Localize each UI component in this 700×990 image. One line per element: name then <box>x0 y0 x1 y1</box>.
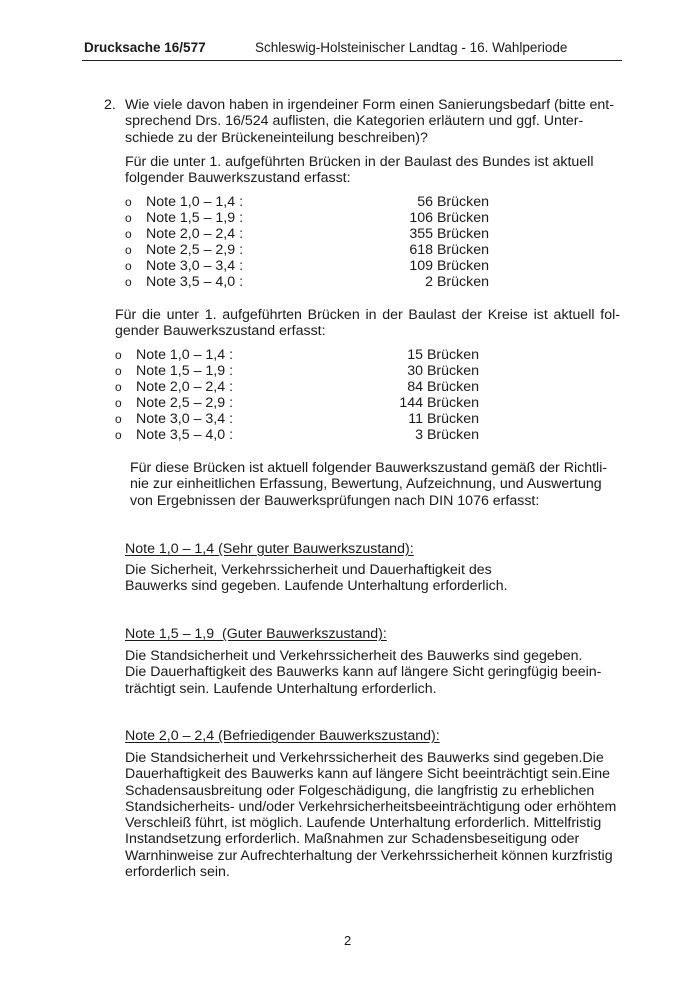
section-line: Die Standsicherheit und Verkehrssicherheit des Bauwerks sind gegeben. <box>125 648 583 664</box>
rating-range: Note 3,0 – 3,4 : <box>146 258 244 274</box>
bullet-icon: o <box>125 227 132 241</box>
bullet-icon: o <box>125 275 132 289</box>
section-body <box>125 562 620 595</box>
section-heading: Note 1,0 – 1,4 (Sehr guter Bauwerkszustand): <box>125 541 414 557</box>
rating-range: Note 3,5 – 4,0 : <box>136 427 234 443</box>
parliament-title: Schleswig-Holsteinischer Landtag - 16. Wahlperiode <box>255 40 568 55</box>
bridge-count: 2 Brücken <box>425 274 489 290</box>
question-text <box>125 97 620 146</box>
question-line: schiede zu der Brückeneinteilung beschreiben)? <box>125 129 428 146</box>
page-header <box>84 40 620 58</box>
section-line: Die Standsicherheit und Verkehrssicherheit des Bauwerks sind gegeben.Die <box>125 750 604 766</box>
bridge-count: 15 Brücken <box>407 347 479 363</box>
rating-range: Note 2,0 – 2,4 : <box>146 226 244 242</box>
rating-range: Note 2,0 – 2,4 : <box>136 379 234 395</box>
section-line: Instandsetzung erforderlich. Maßnahmen zur Schadensbeseitigung oder <box>125 831 580 848</box>
bullet-icon: o <box>125 211 132 225</box>
kreise-intro-line: gender Bauwerkszustand erfasst: <box>115 323 326 340</box>
question-line: sprechend Drs. 16/524 auflisten, die Kategorien erläutern und ggf. Unter- <box>125 113 584 130</box>
section-body <box>125 750 620 880</box>
bullet-icon: o <box>125 243 132 257</box>
bullet-icon: o <box>125 259 132 273</box>
rating-range: Note 1,0 – 1,4 : <box>146 194 244 210</box>
section-heading: Note 1,5 – 1,9 (Guter Bauwerkszustand): <box>125 626 387 642</box>
section-line: Warnhinweise zur Aufrechterhaltung der Verkehrssicherheit können kurzfristig <box>125 847 613 864</box>
bullet-icon: o <box>115 380 122 394</box>
richtlinie-paragraph <box>130 460 610 509</box>
bridge-count: 84 Brücken <box>407 379 479 395</box>
richtlinie-line: Für diese Brücken ist aktuell folgender Bauwerkszustand gemäß der Richtli- <box>130 460 608 476</box>
section-body <box>125 648 620 697</box>
rating-range: Note 1,5 – 1,9 : <box>136 363 234 379</box>
section-line: Die Sicherheit, Verkehrssicherheit und Dauerhaftigkeit des <box>125 562 492 578</box>
rating-range: Note 3,5 – 4,0 : <box>146 274 244 290</box>
bridge-count: 106 Brücken <box>409 210 489 226</box>
bund-intro: Für die unter 1. aufgeführten Brücken in der Baulast des Bundes ist aktuell folgender Bauwerkszustand erfasst: <box>125 154 594 187</box>
bridge-count: 355 Brücken <box>409 226 489 242</box>
bullet-icon: o <box>115 396 122 410</box>
rating-range: Note 2,5 – 2,9 : <box>136 395 234 411</box>
kreise-intro-line: Für die unter 1. aufgeführten Brücken in der Baulast der Kreise ist aktuell fol- <box>115 307 620 323</box>
section-line: Dauerhaftigkeit des Bauwerks kann auf längere Sicht beeinträchtigt sein.Eine <box>125 766 611 783</box>
rating-range: Note 1,5 – 1,9 : <box>146 210 244 226</box>
bullet-icon: o <box>115 412 122 426</box>
rating-range: Note 1,0 – 1,4 : <box>136 347 234 363</box>
question-line: Wie viele davon haben in irgendeiner Form einen Sanierungsbedarf (bitte ent- <box>125 97 614 113</box>
section-line: Bauwerks sind gegeben. Laufende Unterhaltung erforderlich. <box>125 578 508 595</box>
bridge-count: 30 Brücken <box>407 363 479 379</box>
section-line: Schadensausbreitung oder Folgeschädigung, die langfristig zu erheblichen <box>125 782 595 799</box>
rating-range: Note 3,0 – 3,4 : <box>136 411 234 427</box>
bullet-icon: o <box>115 348 122 362</box>
rating-range: Note 2,5 – 2,9 : <box>146 242 244 258</box>
bridge-count: 11 Brücken <box>408 411 479 427</box>
section-line: Die Dauerhaftigkeit des Bauwerks kann auf längere Sicht geringfügig beein- <box>125 664 602 681</box>
section-heading: Note 2,0 – 2,4 (Befriedigender Bauwerkszustand): <box>125 728 440 744</box>
kreise-intro <box>115 307 620 340</box>
drucksache-number: Drucksache 16/577 <box>84 40 206 55</box>
bullet-icon: o <box>125 195 132 209</box>
bridge-count: 3 Brücken <box>415 427 479 443</box>
richtlinie-line: nie zur einheitlichen Erfassung, Bewertung, Aufzeichnung, und Auswertung <box>130 476 602 493</box>
section-line: trächtigt sein. Laufende Unterhaltung erforderlich. <box>125 680 437 697</box>
bullet-icon: o <box>115 364 122 378</box>
richtlinie-line: von Ergebnissen der Bauwerksprüfungen nach DIN 1076 erfasst: <box>130 492 540 509</box>
section-line: Standsicherheits- und/oder Verkehrsicherheitsbeeinträchtigung oder erhöhtem <box>125 798 617 815</box>
bridge-count: 618 Brücken <box>409 242 489 258</box>
bridge-count: 109 Brücken <box>409 258 489 274</box>
header-rule <box>82 60 622 61</box>
bridge-count: 144 Brücken <box>399 395 479 411</box>
bullet-icon: o <box>115 428 122 442</box>
section-line: Verschleiß führt, ist möglich. Laufende Unterhaltung erforderlich. Mittelfristig <box>125 815 602 832</box>
question-number: 2. <box>104 97 116 113</box>
page-number: 2 <box>344 933 352 948</box>
section-line: erforderlich sein. <box>125 864 230 881</box>
bridge-count: 56 Brücken <box>417 194 489 210</box>
